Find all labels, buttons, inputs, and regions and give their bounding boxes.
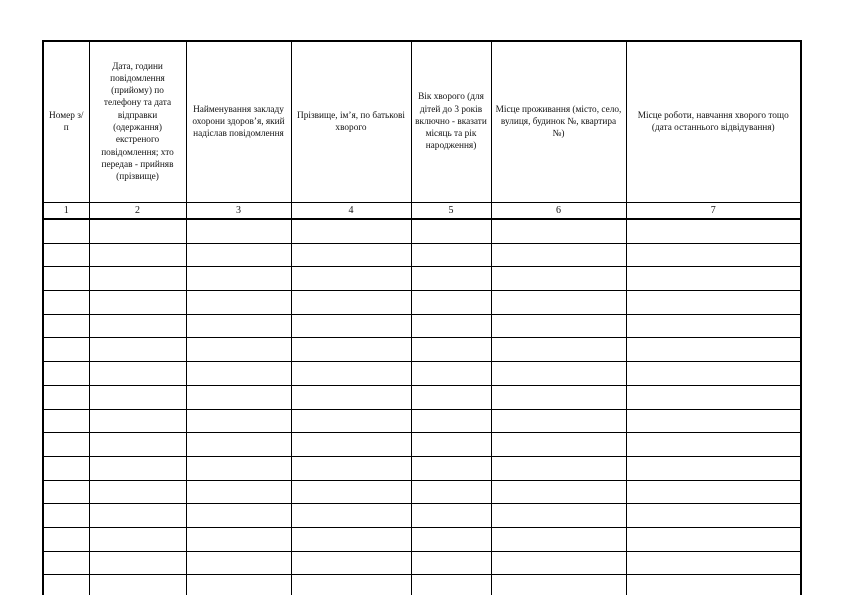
- empty-cell: [411, 219, 491, 243]
- empty-cell: [43, 314, 89, 338]
- empty-cell: [89, 504, 186, 528]
- empty-cell: [89, 267, 186, 291]
- empty-cell: [411, 480, 491, 504]
- empty-cell: [89, 456, 186, 480]
- table-row: [43, 456, 801, 480]
- empty-cell: [411, 409, 491, 433]
- empty-cell: [186, 314, 291, 338]
- empty-cell: [89, 314, 186, 338]
- empty-cell: [411, 551, 491, 575]
- empty-cell: [291, 480, 411, 504]
- empty-cell: [186, 433, 291, 457]
- column-number: 5: [411, 203, 491, 220]
- empty-cell: [186, 267, 291, 291]
- empty-cell: [186, 219, 291, 243]
- table-row: [43, 362, 801, 386]
- table-row: [43, 243, 801, 267]
- table-row: [43, 338, 801, 362]
- empty-cell: [291, 575, 411, 595]
- empty-cell: [291, 338, 411, 362]
- empty-cell: [291, 219, 411, 243]
- empty-cell: [43, 504, 89, 528]
- empty-cell: [626, 362, 801, 386]
- empty-cell: [43, 433, 89, 457]
- empty-cell: [89, 480, 186, 504]
- empty-cell: [89, 575, 186, 595]
- column-number: 1: [43, 203, 89, 220]
- empty-cell: [43, 267, 89, 291]
- column-number: 2: [89, 203, 186, 220]
- table-row: [43, 480, 801, 504]
- table-header-row: [43, 41, 801, 203]
- empty-cell: [626, 527, 801, 551]
- empty-cell: [491, 456, 626, 480]
- empty-cell: [186, 409, 291, 433]
- empty-cell: [186, 338, 291, 362]
- empty-cell: [411, 338, 491, 362]
- empty-cell: [491, 291, 626, 315]
- column-number: 7: [626, 203, 801, 220]
- empty-cell: [89, 551, 186, 575]
- empty-cell: [89, 338, 186, 362]
- column-number-row: [43, 203, 801, 220]
- empty-cell: [626, 456, 801, 480]
- empty-cell: [89, 291, 186, 315]
- empty-cell: [626, 385, 801, 409]
- empty-cell: [186, 480, 291, 504]
- empty-cell: [291, 504, 411, 528]
- empty-cell: [626, 551, 801, 575]
- empty-cell: [491, 480, 626, 504]
- table-row: [43, 314, 801, 338]
- empty-cell: [186, 243, 291, 267]
- column-header: Прізвище, ім’я, по батькові хворого: [291, 41, 411, 203]
- empty-cell: [43, 575, 89, 595]
- empty-cell: [186, 527, 291, 551]
- column-header: Найменування закладу охорони здоров’я, який надіслав повідомлення: [186, 41, 291, 203]
- empty-cell: [411, 362, 491, 386]
- empty-cell: [89, 433, 186, 457]
- empty-cell: [626, 314, 801, 338]
- empty-cell: [626, 291, 801, 315]
- empty-cell: [411, 243, 491, 267]
- empty-cell: [186, 575, 291, 595]
- empty-cell: [43, 219, 89, 243]
- empty-cell: [291, 385, 411, 409]
- table-row: [43, 385, 801, 409]
- column-header: Вік хворого (для дітей до 3 років включно - вказати місяць та рік народження): [411, 41, 491, 203]
- column-header: Дата, години повідомлення (прийому) по телефону та дата відправки (одержання) екстреного повідомлення; хто передав - прийняв (прізвище): [89, 41, 186, 203]
- empty-cell: [291, 527, 411, 551]
- empty-cell: [186, 551, 291, 575]
- empty-cell: [491, 527, 626, 551]
- empty-cell: [491, 575, 626, 595]
- empty-cell: [626, 219, 801, 243]
- empty-cell: [491, 551, 626, 575]
- empty-cell: [186, 362, 291, 386]
- column-number: 6: [491, 203, 626, 220]
- empty-cell: [626, 433, 801, 457]
- empty-cell: [291, 433, 411, 457]
- table-row: [43, 291, 801, 315]
- empty-cell: [411, 267, 491, 291]
- empty-cell: [626, 409, 801, 433]
- table-row: [43, 551, 801, 575]
- empty-cell: [411, 456, 491, 480]
- table-row: [43, 527, 801, 551]
- empty-cell: [491, 362, 626, 386]
- empty-cell: [411, 291, 491, 315]
- empty-cell: [291, 314, 411, 338]
- registration-journal-table: [42, 40, 802, 595]
- empty-cell: [491, 385, 626, 409]
- empty-cell: [626, 338, 801, 362]
- empty-cell: [626, 504, 801, 528]
- empty-cell: [43, 527, 89, 551]
- empty-cell: [43, 480, 89, 504]
- empty-cell: [626, 575, 801, 595]
- column-number: 3: [186, 203, 291, 220]
- empty-cell: [491, 433, 626, 457]
- empty-cell: [186, 385, 291, 409]
- table-body: [43, 219, 801, 595]
- empty-cell: [43, 551, 89, 575]
- empty-cell: [291, 267, 411, 291]
- column-header: Місце проживання (місто, село, вулиця, будинок №, квартира №): [491, 41, 626, 203]
- empty-cell: [43, 385, 89, 409]
- empty-cell: [626, 480, 801, 504]
- table-row: [43, 219, 801, 243]
- empty-cell: [491, 504, 626, 528]
- empty-cell: [411, 314, 491, 338]
- empty-cell: [491, 219, 626, 243]
- empty-cell: [43, 243, 89, 267]
- empty-cell: [291, 551, 411, 575]
- table-row: [43, 575, 801, 595]
- empty-cell: [89, 243, 186, 267]
- empty-cell: [186, 456, 291, 480]
- empty-cell: [186, 504, 291, 528]
- empty-cell: [626, 243, 801, 267]
- empty-cell: [411, 433, 491, 457]
- empty-cell: [411, 527, 491, 551]
- empty-cell: [89, 527, 186, 551]
- column-number: 4: [291, 203, 411, 220]
- empty-cell: [43, 456, 89, 480]
- empty-cell: [491, 267, 626, 291]
- empty-cell: [626, 267, 801, 291]
- empty-cell: [43, 409, 89, 433]
- empty-cell: [89, 385, 186, 409]
- empty-cell: [43, 362, 89, 386]
- empty-cell: [89, 362, 186, 386]
- table-row: [43, 433, 801, 457]
- empty-cell: [491, 243, 626, 267]
- empty-cell: [291, 243, 411, 267]
- empty-cell: [291, 362, 411, 386]
- empty-cell: [411, 575, 491, 595]
- empty-cell: [43, 291, 89, 315]
- empty-cell: [411, 504, 491, 528]
- empty-cell: [411, 385, 491, 409]
- column-header: Номер з/п: [43, 41, 89, 203]
- empty-cell: [89, 409, 186, 433]
- empty-cell: [491, 409, 626, 433]
- table-row: [43, 504, 801, 528]
- empty-cell: [43, 338, 89, 362]
- empty-cell: [89, 219, 186, 243]
- empty-cell: [491, 314, 626, 338]
- table-row: [43, 267, 801, 291]
- empty-cell: [291, 456, 411, 480]
- empty-cell: [186, 291, 291, 315]
- column-header: Місце роботи, навчання хворого тощо (дата останнього відвідування): [626, 41, 801, 203]
- empty-cell: [291, 291, 411, 315]
- empty-cell: [491, 338, 626, 362]
- empty-cell: [291, 409, 411, 433]
- table-row: [43, 409, 801, 433]
